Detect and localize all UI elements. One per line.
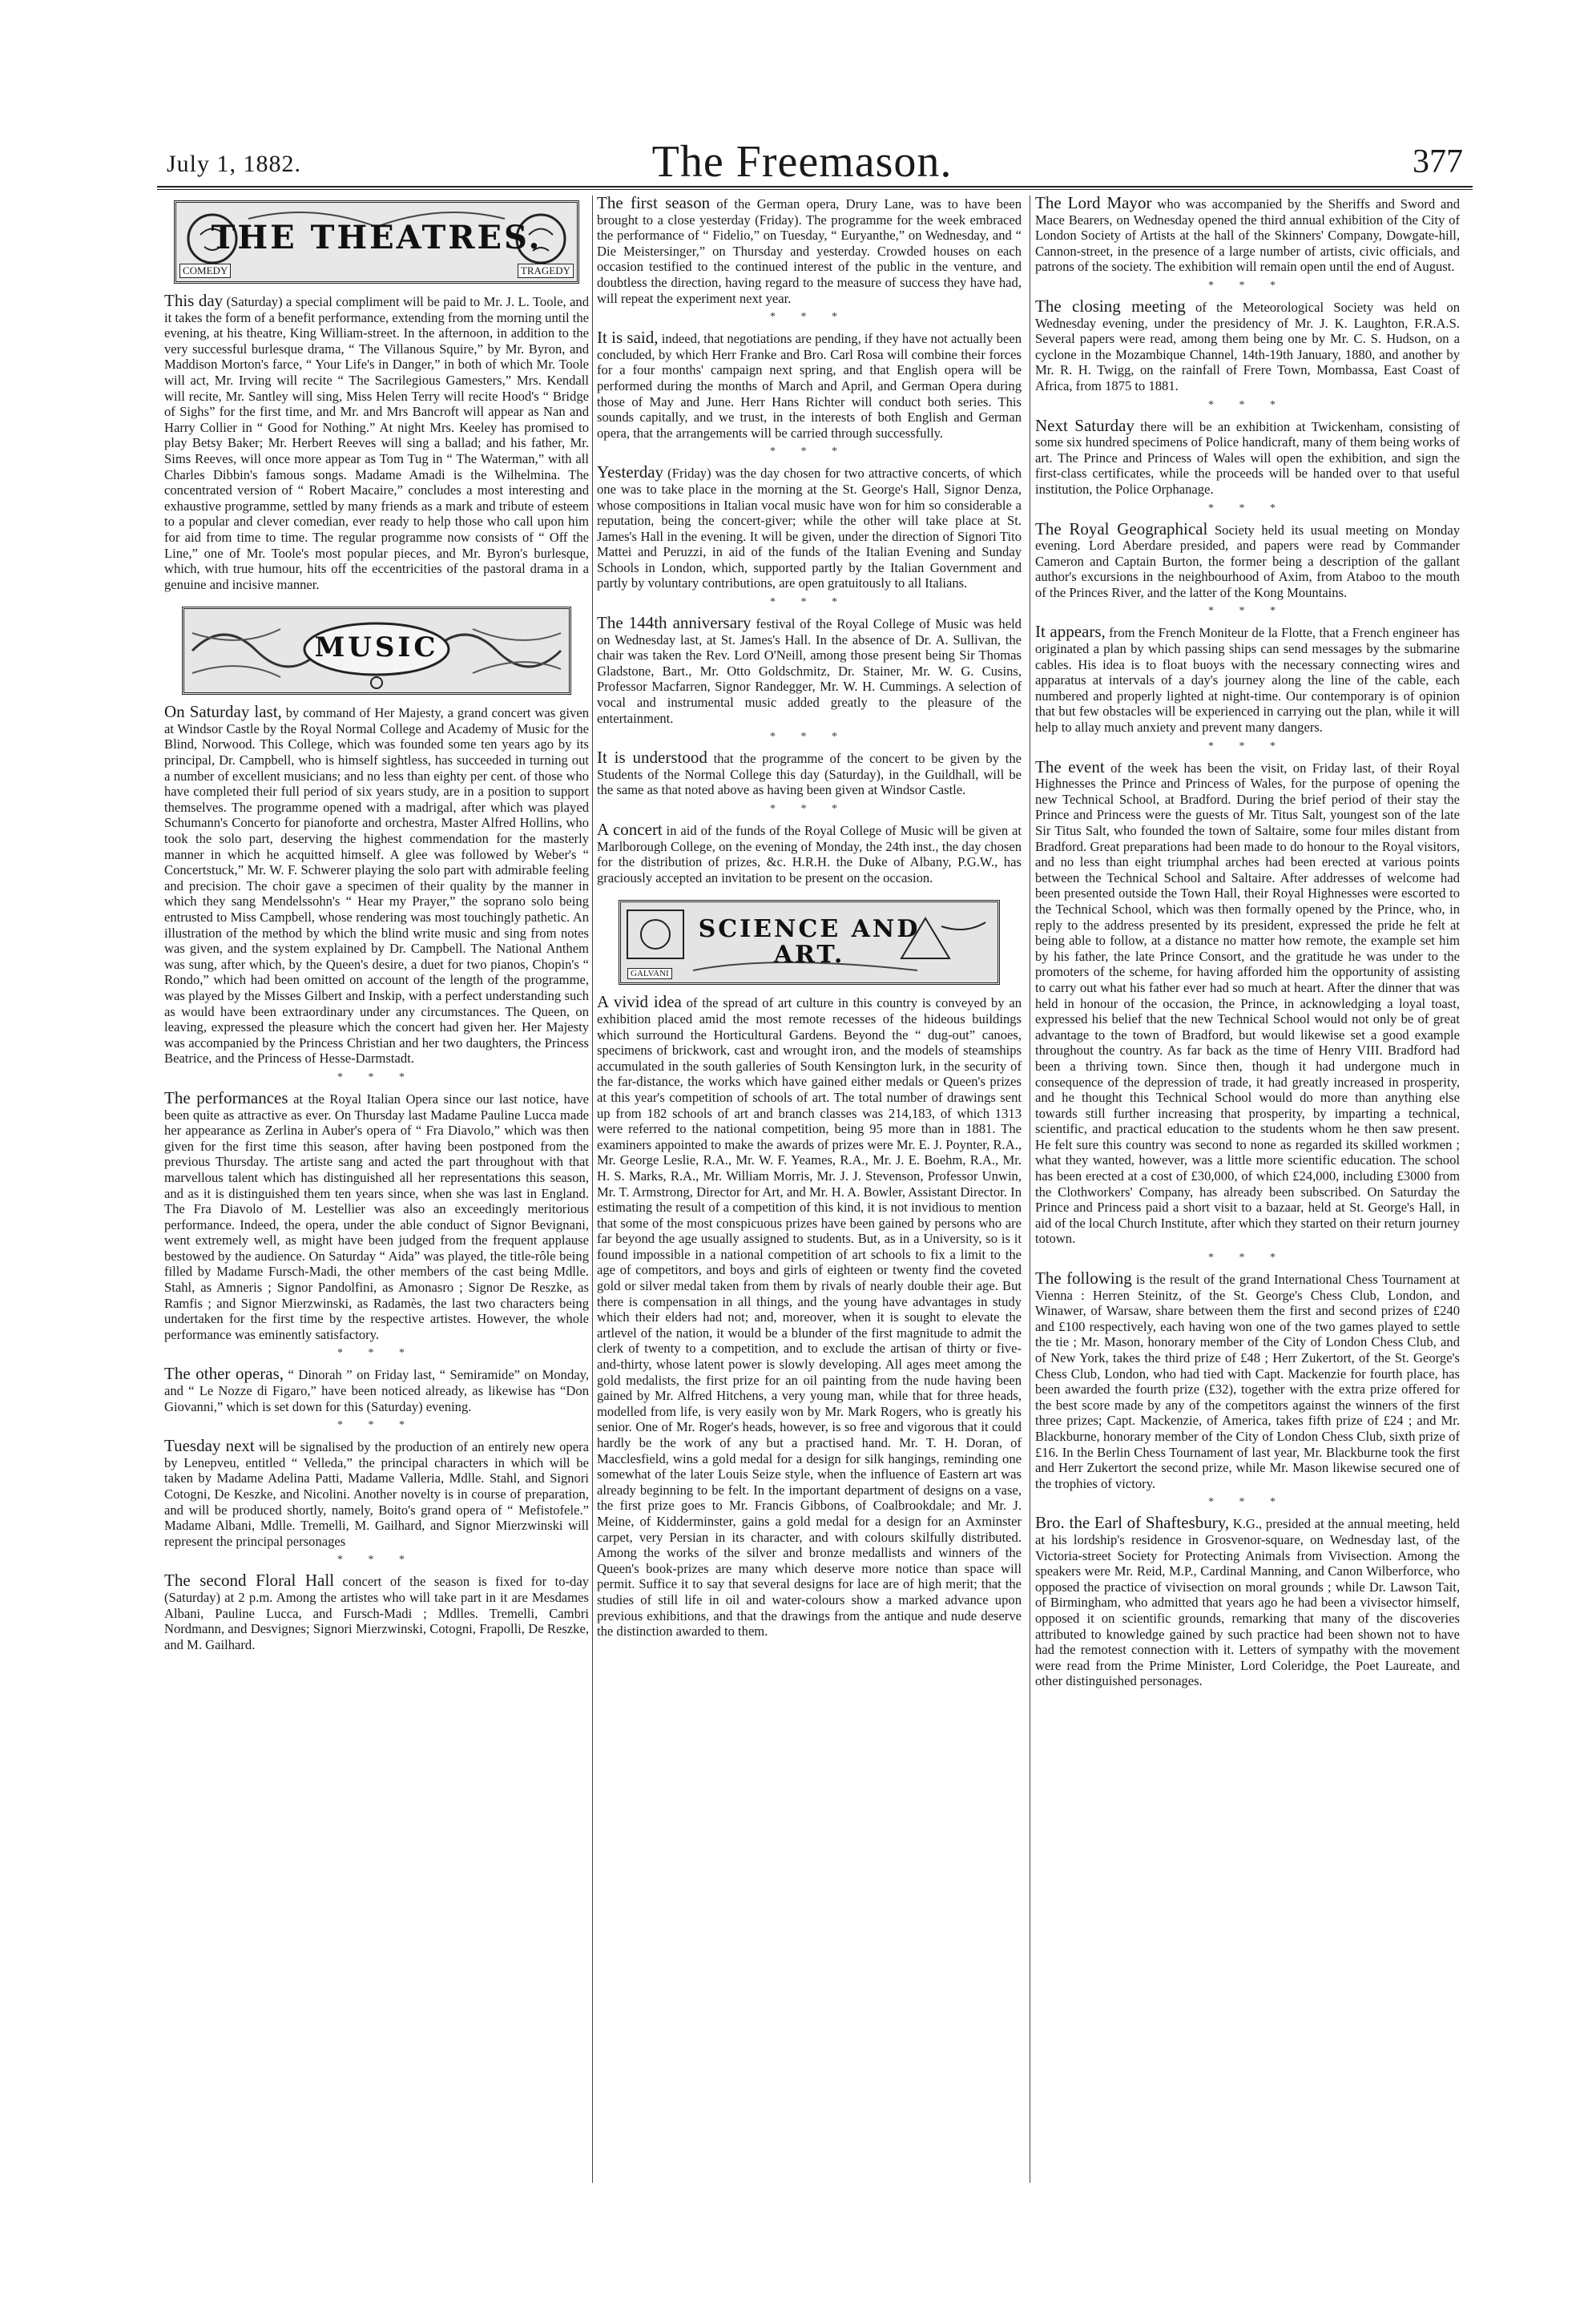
section-separator: * * * bbox=[770, 446, 848, 458]
lead-text: It is understood bbox=[597, 748, 707, 768]
column-divider bbox=[592, 196, 593, 2183]
article-normal-college bbox=[597, 750, 1022, 798]
section-separator: * * * bbox=[1208, 1496, 1287, 1509]
lead-text: It is said, bbox=[597, 328, 659, 348]
lead-text: The Lord Mayor bbox=[1035, 193, 1152, 212]
lead-text: The following bbox=[1035, 1268, 1132, 1289]
article-royal-college bbox=[597, 615, 1022, 726]
lead-text: On Saturday last, bbox=[164, 702, 282, 722]
body-text: by command of Her Majesty, a grand concert was given at Windsor Castle by the Royal Normal College and Academy of Music for the Blind, Norwood. This College, which was founded some ten years ago by its principal, Dr. Campbell, who is himself sightless, has succeeded in turning out a number of excellent musicians; and no less than eighty per cent. of those who have completed their full period of six years study, are in a position to support themselves. The programme opened with a madrigal, after which was played Schumann's Concerto for pianoforte and orchestra, Master Alfred Hollins, who took the solo part, deserving the highest commendation for the masterly manner in which he acquitted himself. A glee was followed by Weber's “ Concertstuck,” Mr. W. F. Schwerer playing the solo part with admirable feeling and precision. The choir gave a specimen of their quality by the manner in which they sang Mendelssohn's “ Hear my Prayer,” the soprano solo being entrusted to Miss Campbell, whose rendering was most touchingly pathetic. An illustration of the method by which the blind write music and sing from notes was given, and the system explained by Dr. Campbell. The National Anthem was sung, after which, by the Queen's desire, a duet for two pianos, Chopin's “ Rondo,” which had been omitted on account of the length of the programme, was played by the Misses Gilbert and Inskip, with a perfect understanding such as would have been extraordinary under any circumstances. The Queen, on leaving, expressed the pleasure which the concert had given her. Her Majesty was accompanied by the Princess Christian and her two daughters, the Princess Beatrice, and the Princess of Hesse-Darmstadt. bbox=[164, 705, 589, 1067]
science-art-title: SCIENCE AND ART. bbox=[698, 915, 921, 970]
article-meteorological bbox=[1035, 296, 1460, 394]
lead-text: Bro. the Earl of Shaftesbury, bbox=[1035, 1513, 1230, 1533]
body-text: who was accompanied by the Sheriffs and Sword and Mace Bearers, on Wednesday opened the third annual exhibition of the City of London Society of Artists at the hall of the Skinners' Company, Dowgate-hill, Cannon-street, in the presence of a large number of artists, civic officials, and patrons of the society. The exhibition will remain open until the end of August. bbox=[1035, 196, 1460, 275]
lead-text: The closing meeting bbox=[1035, 296, 1186, 316]
lead-text: The 144th anniversary bbox=[597, 613, 752, 633]
lead-text: Tuesday next bbox=[164, 1436, 255, 1456]
section-separator: * * * bbox=[1208, 279, 1287, 292]
section-separator: * * * bbox=[1208, 398, 1287, 411]
section-separator: * * * bbox=[770, 803, 848, 815]
section-separator: * * * bbox=[1208, 740, 1287, 752]
article-marlborough bbox=[597, 822, 1022, 885]
body-text: of the Meteorological Society was held on Wednesday evening, under the presidency of Mr. J. K. Laughton, F.R.A.S. Several papers were read, among them being one by Mr. C. S. Hudson, on a cyclone in the Mozambique Channel, 14th-19th January, 1880, and another by Mr. R. H. Twigg, on the rainfall of Frere Town, Mombassa, East Coast of Africa, from 1875 to 1881. bbox=[1035, 299, 1460, 393]
body-text: at the Royal Italian Opera since our last notice, have been quite as attractive as ever. On Thursday last Madame Pauline Lucca made her appearance as Zerlina in Auber's opera of “ Fra Diavolo,” which was then given for the first time this season, after having been postponed from the previous Thursday. The artiste sang and acted the part throughout with that marvellous talent which has distinguished all her representations this season, and as it is distinguished them ten years since, when she was last in England. The Fra Diavolo of M. Lestellier was also an exceedingly meritorious performance. Indeed, the opera, under the able conduct of Signor Bevignani, went extremely well, as might have been judged from the frequent applause bestowed by the audience. On Saturday “ Aida” was played, the title-rôle being filled by Madame Fursch-Madi, the other members of the cast being Mdlle. Stahl, as Amneris ; Signor Pandolfini, as Amonasro ; Signor De Reszke, as Ramfis ; and Signor Mierzwinski, as Radamès, the last two characters being undertaken for the first time by the respective artistes. However, the whole performance was eminently satisfactory. bbox=[164, 1091, 589, 1342]
section-separator: * * * bbox=[770, 731, 848, 744]
section-separator: * * * bbox=[337, 1419, 416, 1432]
article-concerts bbox=[597, 462, 1022, 591]
article-other-operas bbox=[164, 1366, 589, 1414]
music-banner bbox=[182, 607, 571, 695]
body-text: concert of the season is fixed for to-day (Saturday) at 2 p.m. Among the artistes who will take part in it are Mesdames Albani, Pauline Lucca, and Fursch-Madi ; Mdlles. Tremelli, Cambri Nordmann, and Desvignes; Signori Mierzwinski, Cotogni, Frapolli, De Reszke, and M. Gailhard. bbox=[164, 1574, 589, 1652]
issue-date: July 1, 1882. bbox=[167, 151, 302, 177]
lead-text: The Royal Geographical bbox=[1035, 518, 1208, 538]
comedy-label: COMEDY bbox=[179, 264, 231, 278]
article-lord-mayor bbox=[1035, 193, 1460, 275]
body-text: of the German opera, Drury Lane, was to have been brought to a close yesterday (Friday). The programme for the week embraced the performance of “ Fidelio,” on Tuesday, “ Euryanthe,” on Wednesday, and “ Die Meistersinger,” on Thursday and yesterday. Crowded houses on each occasion testified to the continued interest of the public in the venture, and doubtless the direction, having regard to the measure of success they have had, will repeat the experiment next year. bbox=[597, 196, 1022, 306]
lead-text: It appears, bbox=[1035, 622, 1106, 642]
body-text: of the spread of art culture in this country is conveyed by an exhibition placed amid the most remote recesses of the hideous buildings which surround the Horticultural Gardens. Beyond the “ dug-out” canoes, specimens of brickwork, cast and wrought iron, and the models of steamships accumulated in the south galleries of South Kensington lurk, in the security of the far-distance, the works which have gained either medals or Queen's prizes at this year's competition of schools of art. The total number of drawings sent up from 182 schools of art and branch classes was 214,183, of which 1313 were referred to the national competition, being 95 more than in 1881. The examiners appointed to make the awards of prizes were Mr. E. J. Poynter, R.A., Mr. George Leslie, R.A., Mr. W. F. Yeames, R.A., Mr. J. E. Boehm, R.A., Mr. H. S. Marks, R.A., Mr. William Morris, Mr. J. J. Stevenson, Professor Unwin, Mr. T. Armstrong, Director for Art, and Mr. H. A. Bowler, Assistant Director. In estimating the result of a competition of this kind, it is not invidious to mention that some of the most conspicuous prizes have been gained by persons who are far beyond the age usually assigned to students. But, as in a University, so is it found impossible in a national competition of art schools to fix a limit to the age of competitors, and boys and girls of eighteen or twenty find the coveted gold or silver medal taken from them by rivals of nearly double their age. But there is compensation in all things, and the young have advantages in study which their elders had not; and, moreover, when it is sought to elevate the artlevel of the nation, it would be a blunder of the first magnitude to admit the clerk of twenty to a competition, and to exclude the artisan of thirty or five-and-thirty, whose latent power is slowly developing. All ages meet among the gold medalists, the first prize for an oil painting from the nude having been gained by Mr. Alfred Hitchens, a very young man, while that for three heads, modelled from life, is very easily won by Mr. Mark Rogers, who is greatly his senior. One of Mr. Roger's heads, however, is so free and vigorous that it could hardly be the work of any but a practised hand. Mr. T. H. Doran, of Macclesfield, wins a gold medal for a design for silk hangings, reminding one somewhat of the later Louis Seize style, when the influence of Eastern art was already beginning to be felt. In the important department of designs on a vase, the first prize goes to Mr. Francis Gibbons, of Coalbrookdale; and Mr. J. Meine, of Kidderminster, gains a gold medal for a design for an Axminster carpet, very Persian in its character, and with colours skilfully distributed. Among the works of the silver and bronze medallists and winners of the Queen's book-prizes are many which deserve more notice than space will permit. Suffice it to say that several designs for lace are of high merit; that the studies of still life in oil and water-colours show a marked advance upon previous exhibitions, and that the drawings from the antique and nude deserve the distinction awarded to them. bbox=[597, 995, 1022, 1640]
article-velleda bbox=[164, 1438, 589, 1549]
tragedy-label: TRAGEDY bbox=[518, 264, 574, 278]
theatres-banner bbox=[174, 200, 579, 284]
section-separator: * * * bbox=[770, 311, 848, 324]
science-art-banner bbox=[619, 900, 1000, 985]
body-text: is the result of the grand International Chess Tournament at Vienna : Herren Steinitz, of the St. George's Chess Club, London, and Winawer, of Warsaw, share between them the first and second prizes of £240 and £100 respectively, each having won one of the two games played to settle the tie ; Mr. Mason, honorary member of the City of London Chess Club, and of New York, takes the third prize of £48 ; Herr Zukertort, of the St. George's Chess Club, London, who had tied with Capt. Mackenzie for fourth place, has been awarded the fourth prize (£32), together with the extra prize offered for the best score made by any of the competitors against the winners of the first three prizes; Capt. Mackenzie, of America, takes fifth prize of £24 ; and Mr. Blackburne, honorary member of the City of London Chess Club, sixth prize of £16. In the Berlin Chess Tournament of last year, Mr. Blackburne took the first and Herr Zukertort the second prize, while Mr. Mason likewise secured one of the trophies of victory. bbox=[1035, 1272, 1460, 1491]
article-twickenham bbox=[1035, 415, 1460, 498]
body-text: from the French Moniteur de la Flotte, that a French engineer has originated a plan by which passing ships can send messages by the submarine cables. His idea is to float buoys with the necessary connecting wires and apparatus at intervals of a day's journey along the line of the cable, each numbered and properly lighted at night-time. Our contemporary is of opinion that but few obstacles will be experienced in carrying out the plan, while it will help to allay much anxiety and prevent many dangers. bbox=[1035, 625, 1460, 736]
lead-text: The first season bbox=[597, 193, 711, 212]
lead-text: This day bbox=[164, 291, 224, 310]
article-windsor-concert bbox=[164, 704, 589, 1067]
body-text: that the programme of the concert to be given by the Students of the Normal College this day (Saturday), in the Guildhall, will be the same as that noted above as having been given at Windsor Castle. bbox=[597, 751, 1022, 798]
section-separator: * * * bbox=[1208, 1252, 1287, 1264]
body-text: (Saturday) a special compliment will be paid to Mr. J. L. Toole, and it takes the form of a benefit performance, extending from the morning until the evening, at his theatre, King William-street. In the afternoon, in addition to the very successful burlesque drama, “ The Villanous Squire,” by Mr. Byron, and Maddison Morton's farce, “ Your Life's in Danger,” in both of which Mr. Toole will act, Mr. Irving will recite “ The Sacrilegious Gamesters,” Mrs. Kendall will recite, Mr. Santley will sing, Miss Helen Terry will recite Hood's “ Bridge of Sighs” for the first time, and Mr. and Mrs Bancroft will appear as Nan and Harry Collier in “ Good for Nothing.” At night Mrs. Keeley has promised to play Betsy Baker; Mr. Herbert Reeves will sing a ballad; and his father, Mr. Sims Reeves, will once more appear as Tom Tug in “ The Waterman,” with all Charles Dibbin's famous songs. Madame Amadi is the Wilhelmina. The concentrated version of “ Robert Macaire,” concludes a most interesting and exhaustive programme, settled by many friends as a mark and tribute of esteem to a popular and clever comedian, ever ready to help those who call upon him for aid from time to time. The regular programme now consists of “ Off the Line,” one of Mr. Toole's most popular pieces, and Mr. Byron's burlesque, which, with true humour, hits off the eccentricities of the pastoral drama in a genuine and incisive manner. bbox=[164, 294, 589, 592]
article-negotiations bbox=[597, 330, 1022, 441]
body-text: will be signalised by the production of an entirely new opera by Lenepveu, entitled “ Velleda,” the principal characters in which will be taken by Madame Adelina Patti, Madame Valleria, Mdlle. Stahl, and Signori Cotogni, De Keszke, and Nicolini. Another novelty is in course of preparation, and will be produced shortly, namely, Boito's grand opera of “ Mefistofele.” Madame Albani, Mdlle. Tremelli, M. Gailhard, and Signor Mierzwinski will represent the principal personages bbox=[164, 1439, 589, 1549]
body-text: K.G., presided at the annual meeting, held at his lordship's residence in Grosvenor-square, on Wednesday last, of the Victoria-street Society for Protecting Animals from Vivisection. Among the speakers were Mr. Reid, M.P., Cardinal Manning, and Canon Wilberforce, who opposed the practice of vivisection on moral grounds ; while Dr. Lawson Tait, of Birmingham, who admitted that years ago he had been a vivisector himself, opposed it on scientific grounds, remarking that many of the discoveries attributed to knowledge gained by such practice had been shown not to have had the remotest connection with it. Letters of sympathy with the movement were read from the Prime Minister, Lord Coleridge, the Poet Laureate, and other distinguished personages. bbox=[1035, 1516, 1460, 1689]
article-geographical bbox=[1035, 518, 1460, 601]
lead-text: A vivid idea bbox=[597, 992, 682, 1012]
article-floral-hall bbox=[164, 1573, 589, 1652]
lead-text: The other operas, bbox=[164, 1364, 284, 1384]
section-separator: * * * bbox=[337, 1554, 416, 1567]
theatres-title: THE THEATRES. bbox=[211, 219, 542, 256]
article-art-culture bbox=[597, 994, 1022, 1639]
section-separator: * * * bbox=[1208, 502, 1287, 514]
body-text: there will be an exhibition at Twickenham, consisting of some six hundred specimens of Police handicraft, many of them being works of art. The Prince and Princess of Wales will open the exhibition, and sign the first-class certificates, while the proceeds will be handed over to that useful institution, the Police Orphanage. bbox=[1035, 418, 1460, 497]
masthead bbox=[141, 136, 1463, 187]
section-separator: * * * bbox=[337, 1347, 416, 1360]
article-shaftesbury bbox=[1035, 1515, 1460, 1689]
body-text: of the week has been the visit, on Friday last, of their Royal Highnesses the Prince and Princess of Wales, for the purpose of opening the new Technical School, at Bradford. During the brief period of their stay the Prince and Princess were the guests of Mr. Titus Salt, youngest son of the late Sir Titus Salt, who founded the town of Saltaire, some four miles distant from Bradford. Great preparations had been made to do honour to the Royal visitors, and no less than eight triumphal arches had been erected at various points between the Technical School and Saltaire. After addresses of welcome had been presented outside the Town Hall, their Royal Highnesses were escorted to the Technical School, which was then formally opened by the Prince, who, in reply to the address presented by its president, expressed the pride he felt at being able to follow, at a distance no matter how remote, the example set him by his father, the late Prince Consort, and the gratitude he was under to the promoters of the scheme, for having afforded him the opportunity of assisting to carry out what his father ever had so much at heart. After the dinner that was held in honour of the occasion, the Prince, in acknowledging a loyal toast, expressed his belief that the new Technical School would not only be of great advantage to the town of Bradford, but would likewise set a good example throughout the country. As far back as the time of Henry VIII. Bradford had been a thriving town. Since then, though it had undergone much in consequence of the depression of trade, it had greatly increased in prosperity, and he thought this Technical School would do more than anything else towards still further increasing that prosperity, by imparting a technical, scientific, and practical education to the students whom he then saw present. He felt sure this country was second to none as regarded its skilled workmen ; what they wanted, however, was a little more scientific education. The school has been erected at a cost of £30,000, of which £24,000, including £3000 from the Clothworkers' Company, has already been subscribed. On Saturday the Prince and Princess paid a short visit to a bazaar, held at St. George's Hall, in aid of the local Church Institute, after which they started on their return journey totown. bbox=[1035, 760, 1460, 1247]
section-separator: * * * bbox=[1208, 605, 1287, 618]
article-theatre bbox=[164, 293, 589, 592]
section-separator: * * * bbox=[337, 1071, 416, 1083]
article-italian-opera bbox=[164, 1087, 589, 1343]
body-text: indeed, that negotiations are pending, if they have not actually been concluded, by which Herr Franke and Bro. Carl Rosa will combine their forces for a four months' campaign next spring, and that English opera will be performed during the months of March and April, and German Opera during those of May and June. Herr Hans Richter will conduct both series. This sounds capitally, and we trust, in the interests of both English and German opera, that the arrangements will be carried through successfully. bbox=[597, 331, 1022, 441]
section-separator: * * * bbox=[770, 596, 848, 609]
header-rule bbox=[157, 186, 1473, 188]
header-rule-thin bbox=[157, 189, 1473, 190]
lead-text: Next Saturday bbox=[1035, 415, 1135, 435]
body-text: festival of the Royal College of Music was held on Wednesday last, at St. James's Hall. In the absence of Dr. A. Sullivan, the chair was taken the Rev. Lord O'Neill, among those present being Sir Thomas Gladstone, Bart., Mr. Otto Goldschmitz, Dr. Stainer, Mr. W. G. Cusins, Professor Macfarren, Signor Randegger, Mr. W. H. Cummings. A selection of vocal and instrumental music added greatly to the pleasure of the entertainment. bbox=[597, 616, 1022, 726]
column-1 bbox=[164, 196, 589, 1657]
music-title: MUSIC bbox=[314, 631, 439, 664]
page-number: 377 bbox=[1413, 143, 1463, 180]
body-text: “ Dinorah ” on Friday last, “ Semiramide” on Monday, and “ Le Nozze di Figaro,” have been noticed already, as likewise has “Don Giovanni,” which is set down for this (Saturday) evening. bbox=[164, 1367, 589, 1414]
lead-text: A concert bbox=[597, 820, 663, 839]
body-text: Society held its usual meeting on Monday evening. Lord Aberdare presided, and papers were read by Commander Cameron and Captain Burton, the former being a description of the gallant author's excursions in the neighbourhood of Axim, from Ataboo to the mouth of the Princes River, and the latter of the Kong Mountains. bbox=[1035, 522, 1460, 600]
lead-text: The performances bbox=[164, 1087, 288, 1107]
article-german-opera bbox=[597, 193, 1022, 306]
article-chess bbox=[1035, 1268, 1460, 1491]
body-text: in aid of the funds of the Royal College of Music will be given at Marlborough College, on the evening of Monday, the 24th inst., the day chosen for the distribution of prizes, &c. H.R.H. the Duke of Albany, P.G.W., has graciously accepted an invitation to be present on the occasion. bbox=[597, 823, 1022, 885]
column-3 bbox=[1035, 193, 1460, 1694]
column-2 bbox=[597, 193, 1022, 1644]
article-moniteur bbox=[1035, 624, 1460, 735]
galvani-label: GALVANI bbox=[627, 968, 672, 979]
article-bradford bbox=[1035, 756, 1460, 1247]
lead-text: The event bbox=[1035, 756, 1105, 776]
lead-text: Yesterday bbox=[597, 462, 664, 482]
lead-text: The second Floral Hall bbox=[164, 1571, 335, 1591]
newspaper-title: The Freemason. bbox=[651, 137, 953, 187]
body-text: (Friday) was the day chosen for two attractive concerts, of which one was to take place in the morning at the St. George's Hall, Signor Denza, whose compositions in Italian vocal music have won for him so considerable a reputation, being the concert-giver; while the other will take place at St. James's Hall in the evening. It will be given, under the direction of Signori Tito Mattei and Peruzzi, in aid of the funds of the Italian Evening and Sunday Schools in London, which, supported partly by the Italian Government and partly by voluntary contributions, are open gratuitously to all Italians. bbox=[597, 466, 1022, 591]
